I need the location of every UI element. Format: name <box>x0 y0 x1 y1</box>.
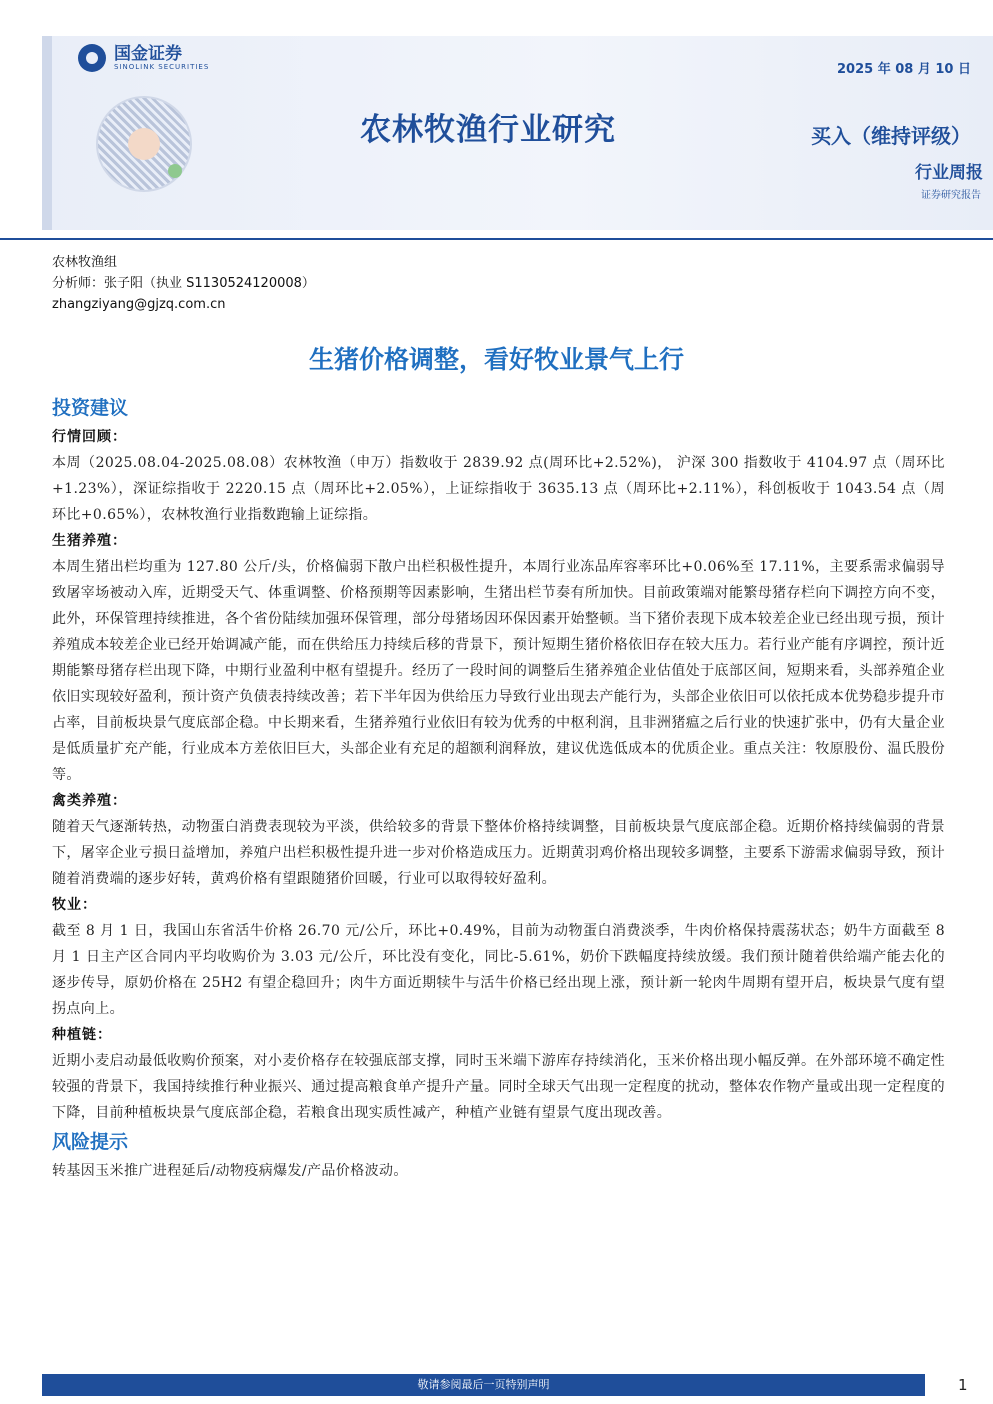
paragraph-pig: 本周生猪出栏均重为 127.80 公斤/头，价格偏弱下散户出栏积极性提升，本周行业冻品库容率环比+0.06%至 17.11%，主要系需求偏弱导致屠宰场被动入库，近期受天气、体重调整、价格预期等因素影响，生猪出栏节奏有所加快。目前政策端对能繁母猪存栏向下调控方向不变，此外，环保管理持续推进，各个省份陆续加强环保管理，部分母猪场因环保因素开始整顿。当下猪价表现下成本较差企业已经出现亏损，预计养殖成本较差企业已经开始调减产能，而在供给压力持续后移的背景下，预计短期生猪价格依旧存在较大压力。若行业产能有序调控，预计近期能繁母猪存栏出现下降，中期行业盈利中枢有望提升。经历了一段时间的调整后生猪养殖企业估值处于底部区间，短期来看，头部养殖企业依旧实现较好盈利，预计资产负债表持续改善；若下半年因为供给压力导致行业出现去产能行为，头部企业依旧可以依托成本优势稳步提升市占率，目前板块景气度底部企稳。中长期来看，生猪养殖行业依旧有较为优秀的中枢利润，且非洲猪瘟之后行业的快速扩张中，仍有大量企业是低质量扩充产能，行业成本方差依旧巨大，头部企业有充足的超额利润释放，建议优选低成本的优质企业。重点关注：牧原股份、温氏股份等。 <box>52 559 945 783</box>
section-title-risk: 风险提示 <box>52 1131 129 1153</box>
subsection-title-livestock: 牧业： <box>52 897 97 913</box>
paragraph-review: 本周（2025.08.04-2025.08.08）农林牧渔（申万）指数收于 2839.92 点(周环比+2.52%)， 沪深 300 指数收于 4104.97 点（周环比+1.23%），深证综指收于 2220.15 点（周环比+2.05%），上证综指收于 3635.13 点（周环比+2.11%），科创板收于 1043.54 点（周环比+0.65%），农林牧渔行业指数跑输上证综指。 <box>52 455 945 523</box>
section-title-investment: 投资建议 <box>52 397 129 419</box>
paragraph-poultry: 随着天气逐渐转热，动物蛋白消费表现较为平淡，供给较多的背景下整体价格持续调整，目前板块景气度底部企稳。近期价格持续偏弱的背景下，屠宰企业亏损日益增加，养殖户出栏积极性提升进一步对价格造成压力。近期黄羽鸡价格出现较多调整，主要系下游需求偏弱导致，预计随着消费端的逐步好转，黄鸡价格有望跟随猪价回暖，行业可以取得较好盈利。 <box>52 819 945 887</box>
banner-edge <box>42 36 52 230</box>
qr-code-icon <box>96 96 192 192</box>
analyst-info <box>52 252 315 315</box>
rating: 买入（维持评级） <box>811 124 971 148</box>
headline: 生猪价格调整，看好牧业景气上行 <box>308 345 684 374</box>
footer-disclaimer[interactable]: 敬请参阅最后一页特别声明 <box>417 1378 550 1391</box>
report-body <box>52 392 945 1184</box>
qr-center-logo <box>128 128 160 160</box>
subsection-title-review: 行情回顾： <box>52 429 127 445</box>
qr-badge-icon <box>168 164 182 178</box>
logo-icon <box>78 44 106 72</box>
paragraph-planting: 近期小麦启动最低收购价预案，对小麦价格存在较强底部支撑，同时玉米端下游库存持续消化，玉米价格出现小幅反弹。在外部环境不确定性较强的背景下，我国持续推行种业振兴、通过提高粮食单产提升产量。同时全球天气出现一定程度的扰动，整体农作物产量或出现一定程度的下降，目前种植板块景气度底部企稳，若粮食出现实质性减产，种植产业链有望景气度出现改善。 <box>52 1053 945 1121</box>
analyst-name: 分析师：张子阳（执业 S1130524120008） <box>52 276 315 291</box>
report-type: 行业周报 <box>915 163 983 183</box>
paragraph-livestock: 截至 8 月 1 日，我国山东省活牛价格 26.70 元/公斤，环比+0.49%，目前为动物蛋白消费淡季，牛肉价格保持震荡状态；奶牛方面截至 8 月 1 日主产区合同内平均收购价为 3.03 元/公斤，环比没有变化，同比-5.61%，奶价下跌幅度持续放缓。我们预计随着供给端产能去化的逐步传导，原奶价格在 25H2 有望企稳回升；肉牛方面近期犊牛与活牛价格已经出现上涨，预计新一轮肉牛周期有望开启，板块景气度有望拐点向上。 <box>52 923 945 1017</box>
logo-name: 国金证券 <box>114 44 182 64</box>
paragraph-risk: 转基因玉米推广进程延后/动物疫病爆发/产品价格波动。 <box>52 1163 408 1179</box>
subsection-title-poultry: 禽类养殖： <box>52 793 127 809</box>
report-category: 证券研究报告 <box>921 190 981 201</box>
report-date: 2025 年 08 月 10 日 <box>837 62 971 77</box>
page-number: 1 <box>958 1376 968 1394</box>
company-logo <box>78 44 209 72</box>
subsection-title-planting: 种植链： <box>52 1027 112 1043</box>
analyst-group: 农林牧渔组 <box>52 255 118 270</box>
subsection-title-pig: 生猪养殖： <box>52 533 127 549</box>
report-title: 农林牧渔行业研究 <box>360 112 616 148</box>
header-divider <box>0 238 993 240</box>
analyst-email[interactable]: zhangziyang@gjzq.com.cn <box>52 297 226 312</box>
logo-english: SINOLINK SECURITIES <box>114 63 210 71</box>
